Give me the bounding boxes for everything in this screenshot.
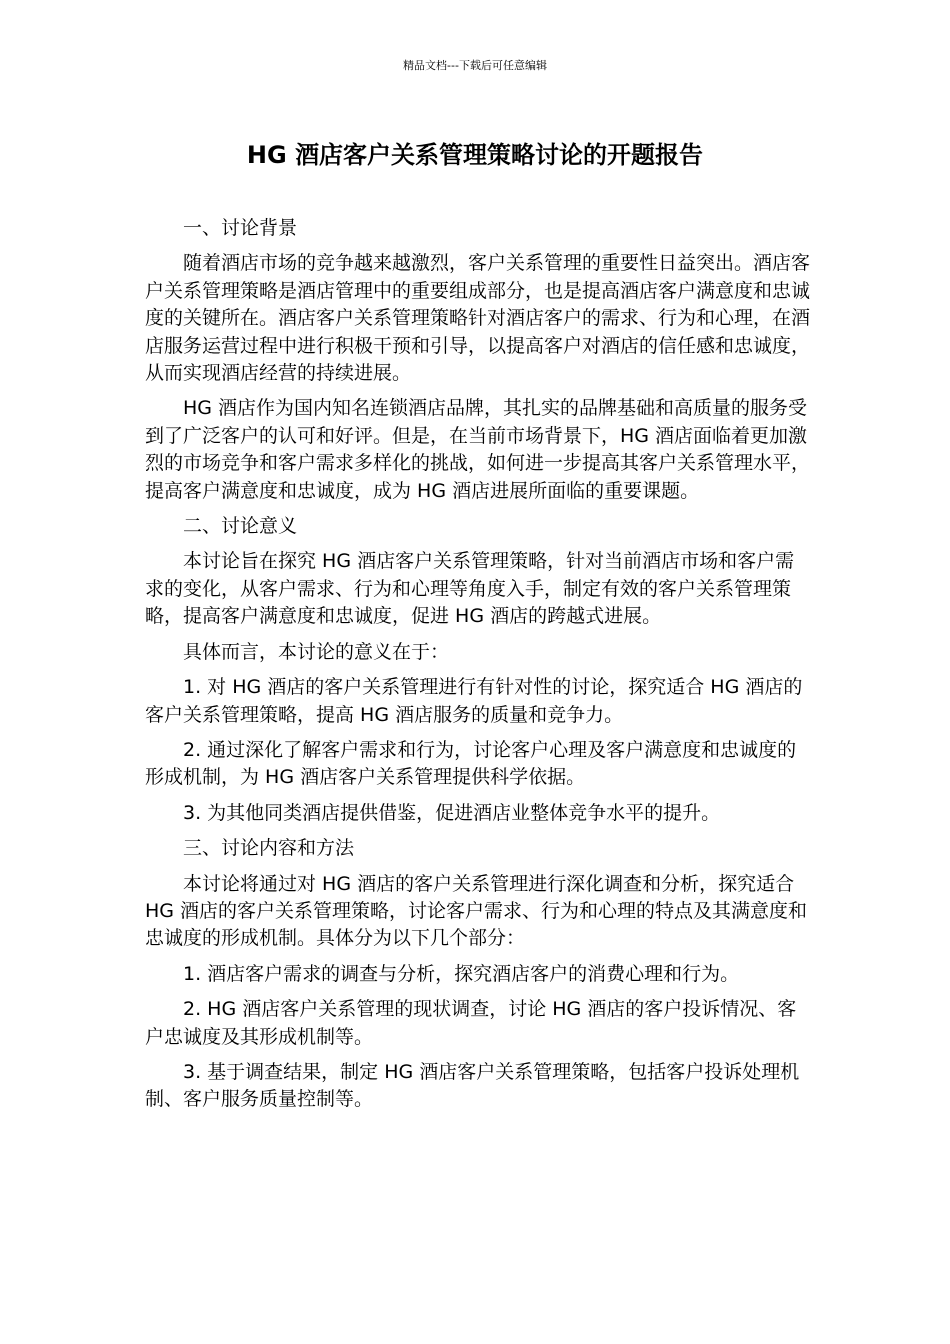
section-heading-background: 一、讨论背景 [183, 217, 298, 239]
paragraph: 随着酒店市场的竞争越来越激烈，客户关系管理的重要性日益突出。酒店客户关系管理策略是酒店管理中的重要组成部分，也是提高酒店客户满意度和忠诚度的关键所在。酒店客户关系管理策略针对酒店客户的需求、行为和心理，在酒店服务运营过程中进行积极干预和引导，以提高客户对酒店的信任感和忠诚度，从而实现酒店经营的持续进展。 [145, 252, 811, 385]
paragraph: 本讨论将通过对 HG 酒店的客户关系管理进行深化调查和分析，探究适合 HG 酒店的客户关系管理策略，讨论客户需求、行为和心理的特点及其满意度和忠诚度的形成机制。具体分为以下几个部分： [145, 872, 808, 950]
paragraph: HG 酒店作为国内知名连锁酒店品牌，其扎实的品牌基础和高质量的服务受到了广泛客户的认可和好评。但是，在当前市场背景下，HG 酒店面临着更加激烈的市场竞争和客户需求多样化的挑战，如何进一步提高其客户关系管理水平，提高客户满意度和忠诚度，成为 HG 酒店进展所面临的重要课题。 [145, 397, 811, 502]
list-item: 2. HG 酒店客户关系管理的现状调查，讨论 HG 酒店的客户投诉情况、客户忠诚度及其形成机制等。 [145, 998, 797, 1048]
section-heading-content-methods: 三、讨论内容和方法 [183, 837, 355, 860]
document-title: HG 酒店客户关系管理策略讨论的开题报告 [246, 141, 704, 169]
list-item: 1. 酒店客户需求的调查与分析，探究酒店客户的消费心理和行为。 [183, 962, 740, 985]
list-item: 3. 为其他同类酒店提供借鉴，促进酒店业整体竞争水平的提升。 [183, 801, 721, 824]
document-body [145, 215, 810, 1122]
list-item: 3. 基于调查结果，制定 HG 酒店客户关系管理策略，包括客户投诉处理机制、客户服务质量控制等。 [145, 1060, 800, 1111]
list-item: 2. 通过深化了解客户需求和行为，讨论客户心理及客户满意度和忠诚度的形成机制，为 HG 酒店客户关系管理提供科学依据。 [145, 738, 797, 789]
list-item: 1. 对 HG 酒店的客户关系管理进行有针对性的讨论，探究适合 HG 酒店的客户关系管理策略，提高 HG 酒店服务的质量和竞争力。 [145, 676, 803, 726]
header-note: 精品文档---下载后可任意编辑 [403, 59, 547, 72]
section-heading-significance: 二、讨论意义 [183, 515, 298, 538]
paragraph: 本讨论旨在探究 HG 酒店客户关系管理策略，针对当前酒店市场和客户需求的变化，从客户需求、行为和心理等角度入手，制定有效的客户关系管理策略，提高客户满意度和忠诚度，促进 HG 酒店的跨越式进展。 [145, 550, 795, 628]
paragraph: 具体而言，本讨论的意义在于： [183, 640, 450, 663]
